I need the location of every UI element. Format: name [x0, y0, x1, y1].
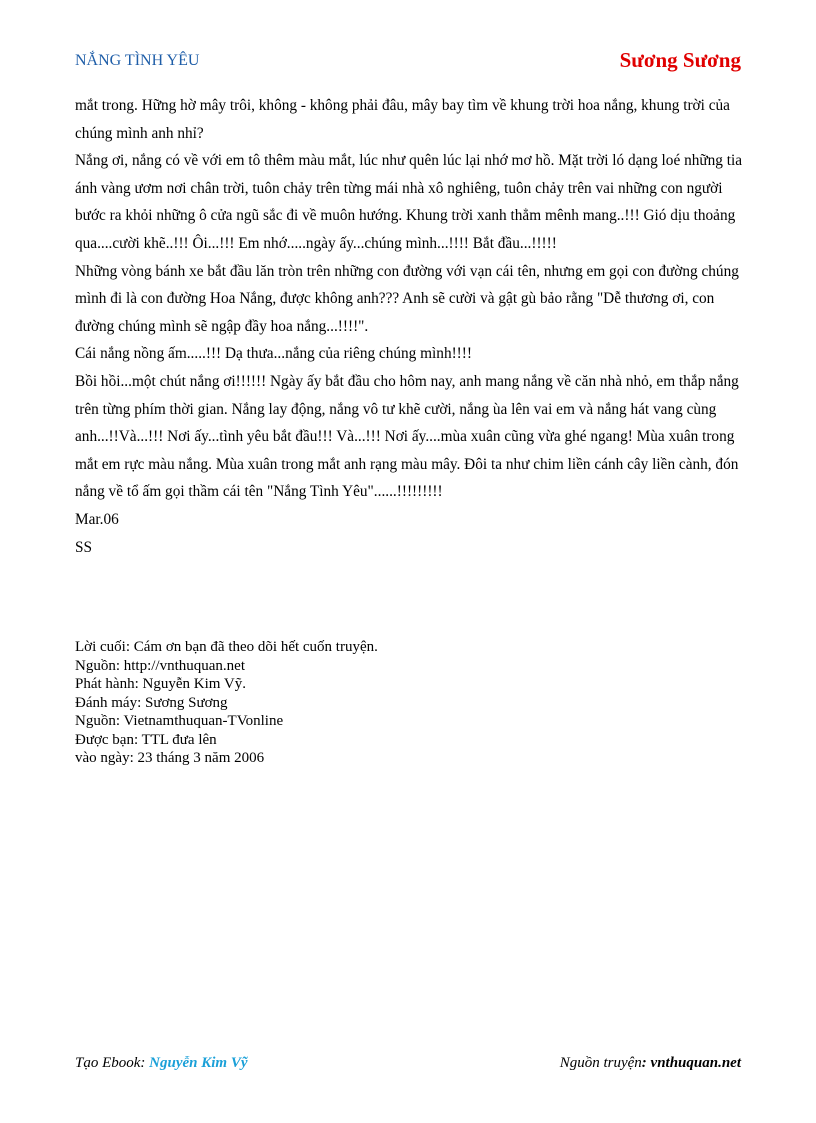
credits-line: Lời cuối: Cám ơn bạn đã theo dõi hết cuốn truyện.: [75, 639, 378, 655]
footer-ebook-creator: Nguyễn Kim Vỹ: [149, 1055, 248, 1071]
footer-separator: :: [641, 1055, 651, 1071]
page-footer: [75, 1055, 741, 1079]
credits-line: Được bạn: TTL đưa lên: [75, 731, 217, 748]
date-line: Mar.06: [75, 510, 119, 528]
page-header: [75, 48, 741, 78]
credits-line: vào ngày: 23 tháng 3 năm 2006: [75, 750, 265, 766]
footer-ebook-label: Tạo Ebook: [75, 1055, 141, 1071]
credits-line: Nguồn: Vietnamthuquan-TVonline: [75, 713, 284, 729]
credits-block: [75, 638, 575, 768]
footer-ebook-credit: [75, 1055, 248, 1072]
paragraph: Bồi hồi...một chút nắng ơi!!!!!! Ngày ấy bắt đầu cho hôm nay, anh mang nắng về căn nhà nhỏ, em thắp nắng trên từng phím thời gian. Nắng lay động, nắng vô tư khẽ cười, nắng ùa lên vai em và nắng hát vang cùng anh...!!Và...!!! Nơi ấy...tình yêu bắt đầu!!! Và...!!! Nơi ấy....mùa xuân cũng vừa ghé ngang! Mùa xuân trong mắt em rực màu nắng. Mùa xuân trong mắt anh rạng màu mây. Đôi ta như chim liền cánh cây liền cành, đón nắng về tổ ấm gọi thầm cái tên "Nắng Tình Yêu"......!!!!!!!!!: [75, 372, 739, 501]
paragraph: Những vòng bánh xe bắt đầu lăn tròn trên những con đường với vạn cái tên, nhưng em gọi con đường chúng mình đi là con đường Hoa Nắng, được không anh??? Anh sẽ cười và gật gù bảo rằng "Dễ thương ơi, con đường chúng mình sẽ ngập đầy hoa nắng...!!!!".: [75, 262, 739, 335]
author-name: Sương Sương: [619, 48, 741, 72]
credits-line: Đánh máy: Sương Sương: [75, 694, 228, 711]
footer-separator: :: [140, 1055, 150, 1071]
footer-source-credit: [560, 1055, 741, 1072]
paragraph: mắt trong. Hững hờ mây trôi, không - không phải đâu, mây bay tìm về khung trời hoa nắng, khung trời của chúng mình anh nhỉ?: [75, 97, 730, 142]
signature: SS: [75, 538, 93, 556]
book-title: NẮNG TÌNH YÊU: [75, 52, 200, 69]
paragraph: Cái nắng nồng ấm.....!!! Dạ thưa...nắng của riêng chúng mình!!!!: [75, 345, 472, 363]
credits-line: Nguồn: http://vnthuquan.net: [75, 657, 245, 674]
footer-source-label: Nguồn truyện: [559, 1055, 642, 1071]
credits-line: Phát hành: Nguyễn Kim Vỹ.: [75, 676, 246, 692]
paragraph: Nắng ơi, nắng có về với em tô thêm màu mắt, lúc như quên lúc lại nhớ mơ hồ. Mặt trời ló dạng loé những tia ánh vàng ươm nơi chân trời, tuôn chảy trên từng mái nhà xô nghiêng, tuôn chảy trên vai những con người bước ra khỏi những ô cửa ngũ sắc đi về muôn hướng. Khung trời xanh thẳm mênh mang..!!! Gió dịu thoảng qua....cười khẽ..!!! Ôi...!!! Em nhớ.....ngày ấy...chúng mình...!!!! Bắt đầu...!!!!!: [75, 152, 743, 252]
footer-source-site: vnthuquan.net: [650, 1055, 741, 1071]
story-body: [75, 92, 745, 561]
